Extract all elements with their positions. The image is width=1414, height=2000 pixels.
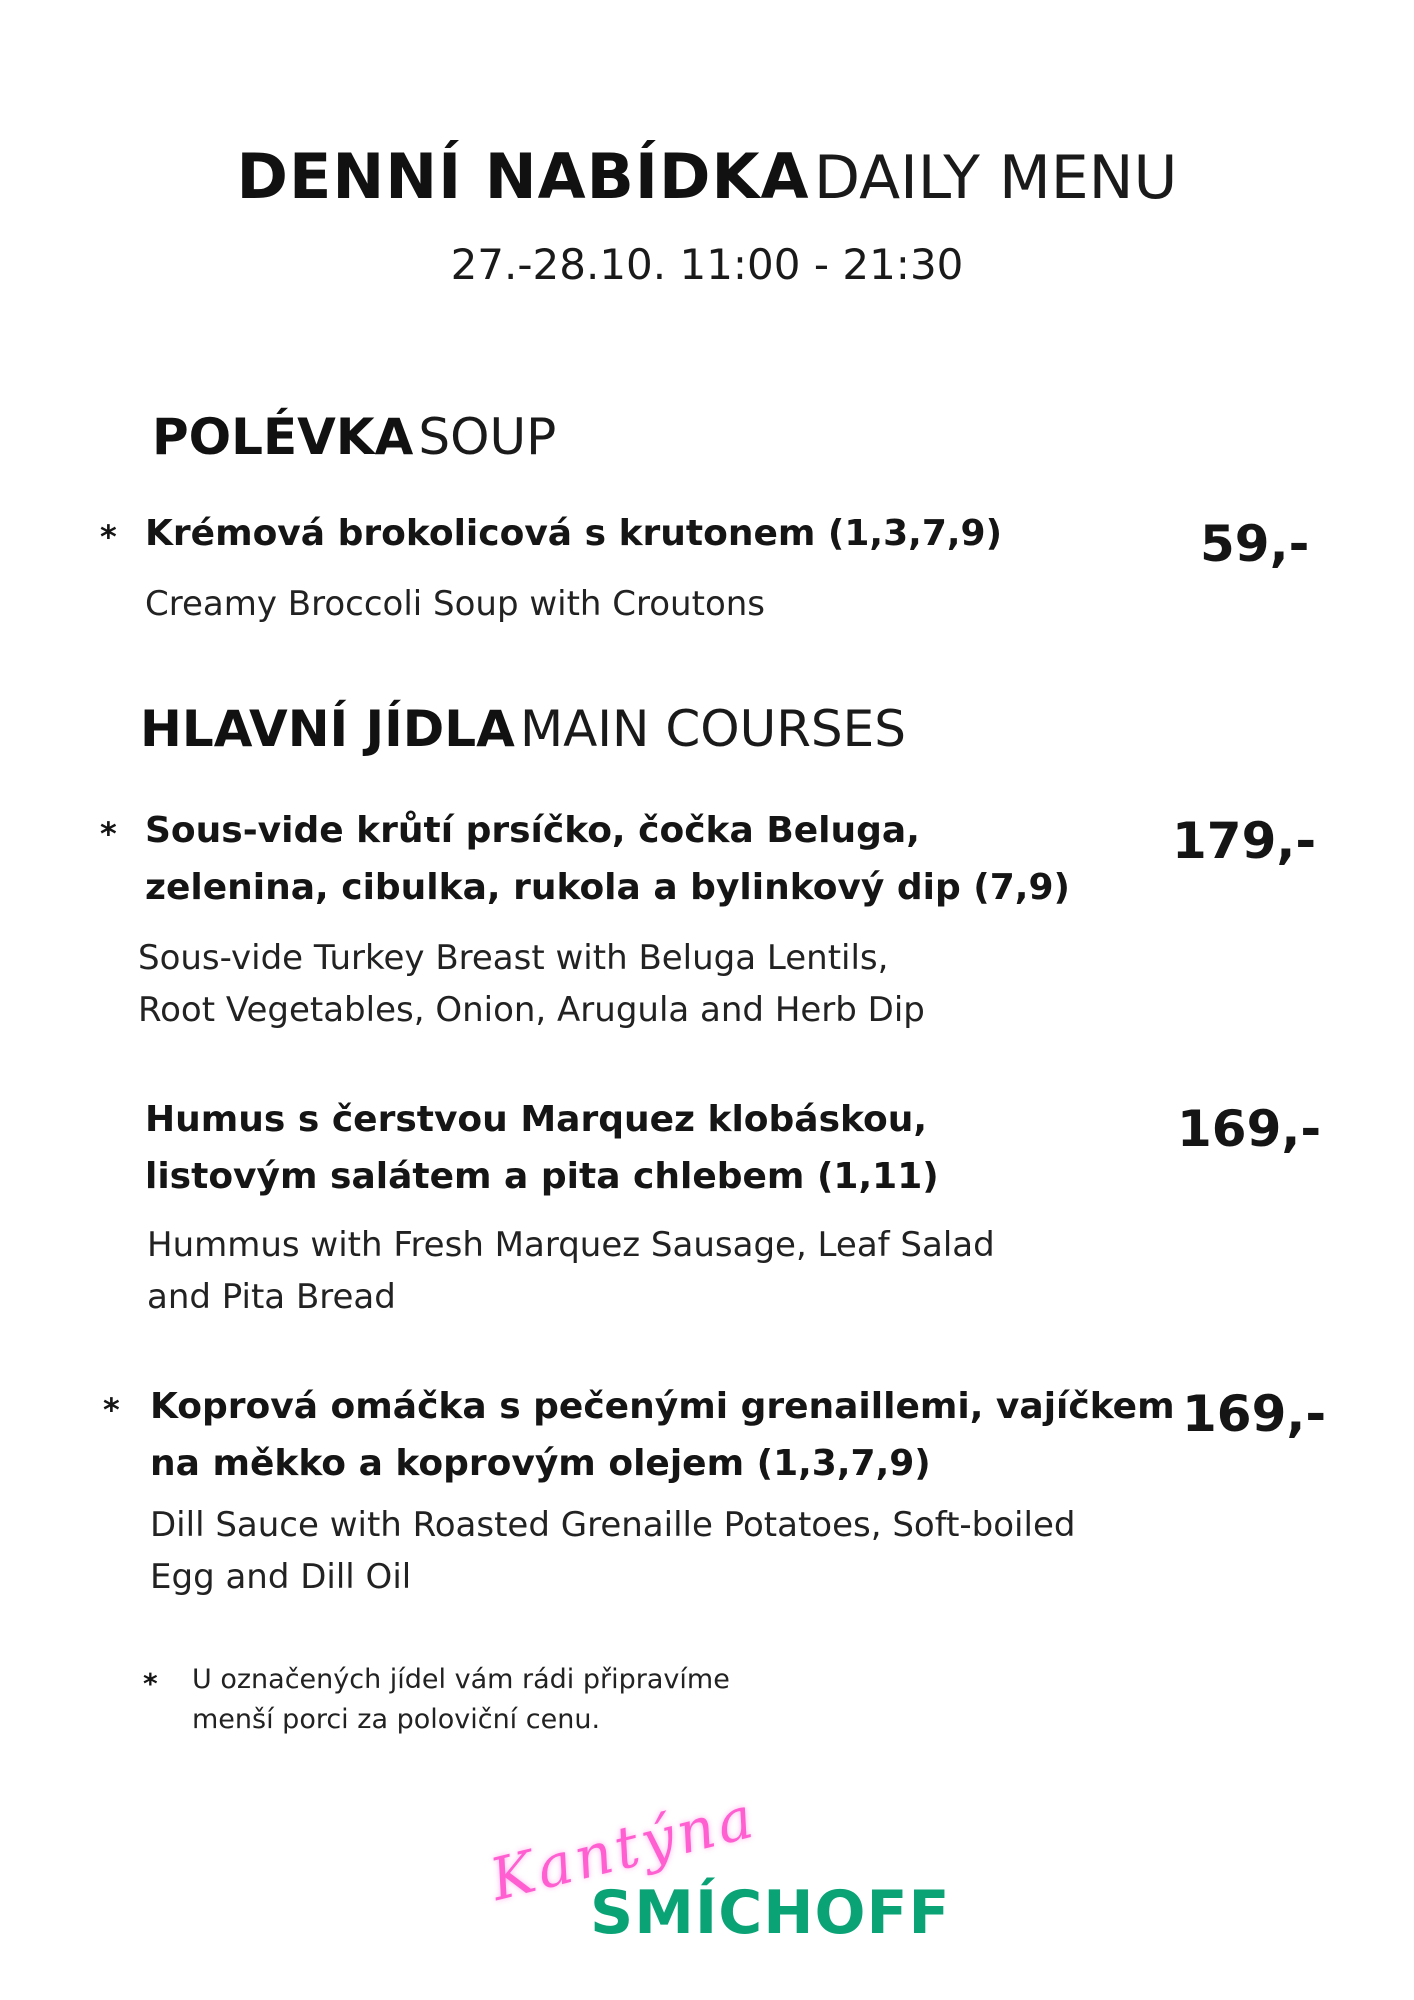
item-title-czech bbox=[145, 1091, 939, 1205]
item-price: 179,- bbox=[1172, 812, 1317, 870]
item-title-line: Humus s čerstvou Marquez klobáskou, bbox=[145, 1099, 928, 1140]
item-title-czech bbox=[145, 802, 1070, 916]
item-price: 169,- bbox=[1182, 1385, 1327, 1443]
half-portion-marker-icon: * bbox=[100, 518, 117, 556]
item-price: 169,- bbox=[1177, 1100, 1322, 1158]
item-description-line: Hummus with Fresh Marquez Sausage, Leaf Salad bbox=[147, 1225, 995, 1265]
item-title-czech bbox=[145, 505, 1002, 562]
item-title-line: Koprová omáčka s pečenými grenaillemi, vajíčkem bbox=[150, 1386, 1175, 1427]
section-main-title-english: MAIN COURSES bbox=[519, 700, 906, 758]
section-main-heading bbox=[140, 700, 906, 758]
item-description-english bbox=[145, 578, 765, 630]
item-title-czech bbox=[150, 1378, 1175, 1492]
item-description-line: and Pita Bread bbox=[147, 1277, 396, 1317]
page-title-czech: DENNÍ NABÍDKA bbox=[236, 140, 810, 213]
item-description-english bbox=[138, 932, 925, 1036]
item-description-english bbox=[147, 1219, 995, 1323]
item-title-line: zelenina, cibulka, rukola a bylinkový dip (7,9) bbox=[145, 867, 1070, 908]
item-description-line: Root Vegetables, Onion, Arugula and Herb Dip bbox=[138, 990, 925, 1030]
item-description-line: Dill Sauce with Roasted Grenaille Potatoes, Soft-boiled bbox=[150, 1505, 1076, 1545]
note-line: menší porci za poloviční cenu. bbox=[192, 1704, 601, 1735]
menu-dates: 27.-28.10. 11:00 - 21:30 bbox=[450, 240, 964, 289]
section-soup-heading bbox=[152, 408, 556, 466]
note-line: U označených jídel vám rádi připravíme bbox=[192, 1664, 730, 1695]
note-text bbox=[192, 1660, 730, 1740]
half-portion-marker-icon: * bbox=[100, 815, 117, 853]
section-soup-title-czech: POLÉVKA bbox=[152, 408, 414, 466]
item-price: 59,- bbox=[1200, 515, 1310, 573]
half-portion-marker-icon: * bbox=[103, 1391, 120, 1429]
half-portion-marker-icon: * bbox=[143, 1667, 158, 1700]
menu-header bbox=[0, 140, 1414, 213]
item-title-line: na měkko a koprovým olejem (1,3,7,9) bbox=[150, 1443, 931, 1484]
item-description-line: Creamy Broccoli Soup with Croutons bbox=[145, 584, 766, 624]
item-description-line: Egg and Dill Oil bbox=[150, 1557, 412, 1597]
logo-main-text: SMÍCHOFF bbox=[590, 1878, 951, 1948]
page-title-english: DAILY MENU bbox=[813, 143, 1178, 213]
item-description-english bbox=[150, 1499, 1075, 1603]
item-title-line: Krémová brokolicová s krutonem (1,3,7,9) bbox=[145, 513, 1003, 554]
item-description-line: Sous-vide Turkey Breast with Beluga Lentils, bbox=[138, 938, 889, 978]
restaurant-logo bbox=[483, 1782, 951, 1948]
section-soup-title-english: SOUP bbox=[418, 408, 557, 466]
item-title-line: Sous-vide krůtí prsíčko, čočka Beluga, bbox=[145, 810, 920, 851]
logo-script-text: Kantýna bbox=[483, 1782, 764, 1914]
item-title-line: listovým salátem a pita chlebem (1,11) bbox=[145, 1156, 939, 1197]
section-main-title-czech: HLAVNÍ JÍDLA bbox=[140, 700, 515, 758]
